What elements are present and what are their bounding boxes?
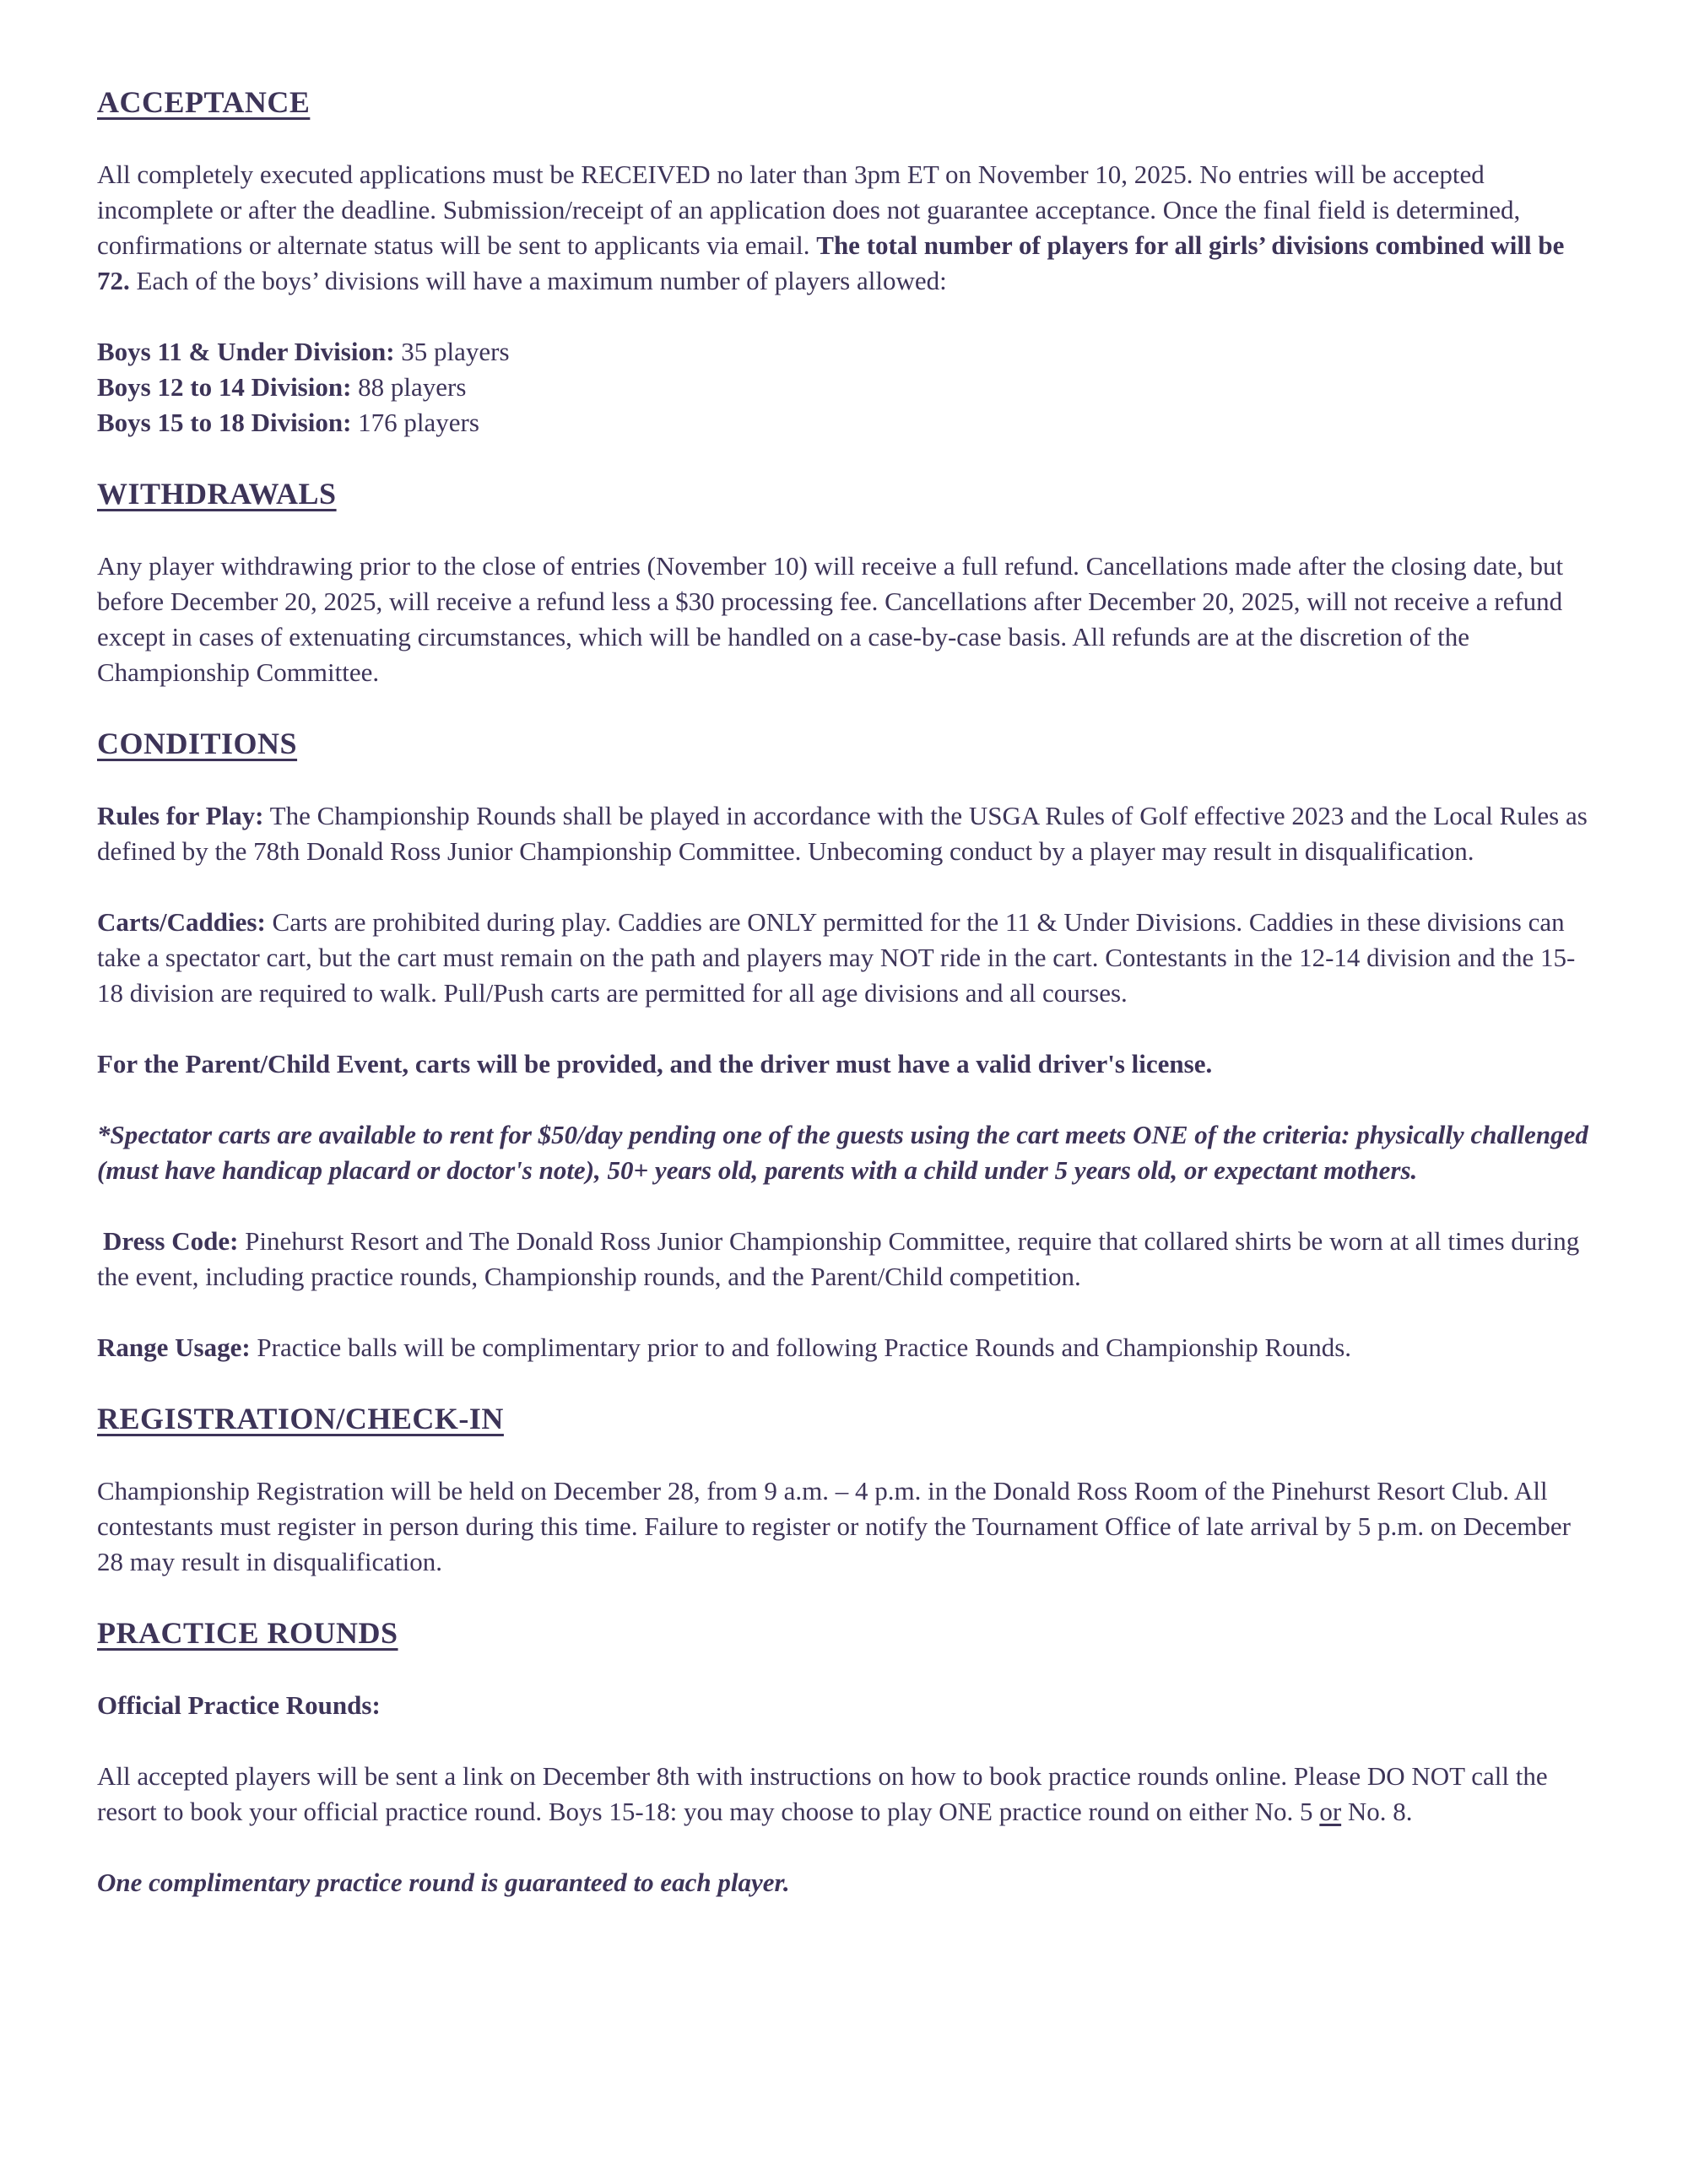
parent-child-carts-note: For the Parent/Child Event, carts will be provided, and the driver must have a valid driver's license.	[97, 1049, 1213, 1078]
carts-caddies-paragraph	[97, 905, 1593, 1011]
dress-code-paragraph	[97, 1224, 1593, 1295]
section-heading-registration	[97, 1401, 1593, 1436]
division-label: Boys 11 & Under Division:	[97, 337, 395, 366]
section-heading-acceptance	[97, 84, 1593, 120]
heading-text: REGISTRATION/CHECK-IN	[97, 1402, 504, 1435]
withdrawals-paragraph: Any player withdrawing prior to the close of entries (November 10) will receive a full refund. Cancellations made after the closing date, but before December 20, 2025, will receive a refund less a $30 processing fee. Cancellations after December 20, 2025, will not receive a refund except in cases of extenuating circumstances, which will be handled on a case-by-case basis. All refunds are at the discretion of the Championship Committee.	[97, 551, 1564, 687]
text-run: No. 8.	[1341, 1797, 1413, 1826]
division-line-boys-11u	[97, 334, 1593, 370]
dress-code-label: Dress Code:	[103, 1226, 239, 1256]
text-run: All accepted players will be sent a link on December 8th with instructions on how to book practice rounds online. Please DO NOT call the resort to book your official practice round. Boys 15-18: you may choose to play ONE practice round on either No. 5	[97, 1761, 1548, 1826]
division-value: 35 players	[394, 337, 510, 366]
division-value: 88 players	[351, 372, 467, 402]
range-usage-label: Range Usage:	[97, 1333, 251, 1362]
division-label: Boys 12 to 14 Division:	[97, 372, 352, 402]
division-value: 176 players	[351, 408, 479, 437]
official-practice-rounds-subheading: Official Practice Rounds:	[97, 1690, 381, 1720]
text-run-bold: The total number of players for all girls’ divisions combined will be 72.	[97, 230, 1565, 295]
text-run: Each of the boys’ divisions will have a maximum number of players allowed:	[129, 266, 947, 295]
rules-for-play-text: The Championship Rounds shall be played in accordance with the USGA Rules of Golf effective 2023 and the Local Rules as defined by the 78th Donald Ross Junior Championship Committee. Unbecoming conduct by a player may result in disqualification.	[97, 801, 1588, 866]
carts-caddies-label: Carts/Caddies:	[97, 907, 266, 937]
text-run: All completely executed applications must be RECEIVED no later than 3pm ET on November 10, 2025. No entries will be accepted incomplete or after the deadline. Submission/receipt of an application does not guarantee acceptance. Once the final field is determined, confirmations or alternate status will be sent to applicants via email.	[97, 159, 1521, 260]
heading-text: CONDITIONS	[97, 727, 298, 760]
text-run-underlined: or	[1319, 1797, 1342, 1826]
acceptance-paragraph	[97, 157, 1593, 299]
heading-text: PRACTICE ROUNDS	[97, 1616, 398, 1650]
carts-caddies-text: Carts are prohibited during play. Caddies are ONLY permitted for the 11 & Under Divisions. Caddies in these divisions can take a spectator cart, but the cart must remain on the path and players may NOT ride in the cart. Contestants in the 12-14 division and the 15-18 division are required to walk. Pull/Push carts are permitted for all age divisions and all courses.	[97, 907, 1576, 1008]
dress-code-text: Pinehurst Resort and The Donald Ross Junior Championship Committee, require that collared shirts be worn at all times during the event, including practice rounds, Championship rounds, and the Parent/Child competition.	[97, 1226, 1580, 1291]
section-heading-withdrawals	[97, 476, 1593, 511]
range-usage-paragraph	[97, 1330, 1593, 1365]
practice-rounds-paragraph	[97, 1759, 1593, 1830]
range-usage-text: Practice balls will be complimentary prior to and following Practice Rounds and Championship Rounds.	[250, 1333, 1352, 1362]
heading-text: WITHDRAWALS	[97, 477, 337, 511]
heading-text: ACCEPTANCE	[97, 85, 311, 119]
complimentary-round-note: One complimentary practice round is guaranteed to each player.	[97, 1868, 790, 1897]
division-label: Boys 15 to 18 Division:	[97, 408, 352, 437]
spectator-carts-note: *Spectator carts are available to rent for $50/day pending one of the guests using the cart meets ONE of the criteria: physically challenged (must have handicap placard or doctor's note), 50+ years old, parents with a child under 5 years old, or expectant mothers.	[97, 1120, 1588, 1185]
division-line-boys-12-14	[97, 370, 1593, 405]
rules-for-play-label: Rules for Play:	[97, 801, 264, 830]
rules-for-play-paragraph	[97, 798, 1593, 869]
division-limits-list	[97, 334, 1593, 441]
division-line-boys-15-18	[97, 405, 1593, 441]
registration-paragraph: Championship Registration will be held on December 28, from 9 a.m. – 4 p.m. in the Donald Ross Room of the Pinehurst Resort Club. All contestants must register in person during this time. Failure to register or notify the Tournament Office of late arrival by 5 p.m. on December 28 may result in disqualification.	[97, 1476, 1572, 1576]
section-heading-conditions	[97, 726, 1593, 761]
section-heading-practice-rounds	[97, 1615, 1593, 1651]
